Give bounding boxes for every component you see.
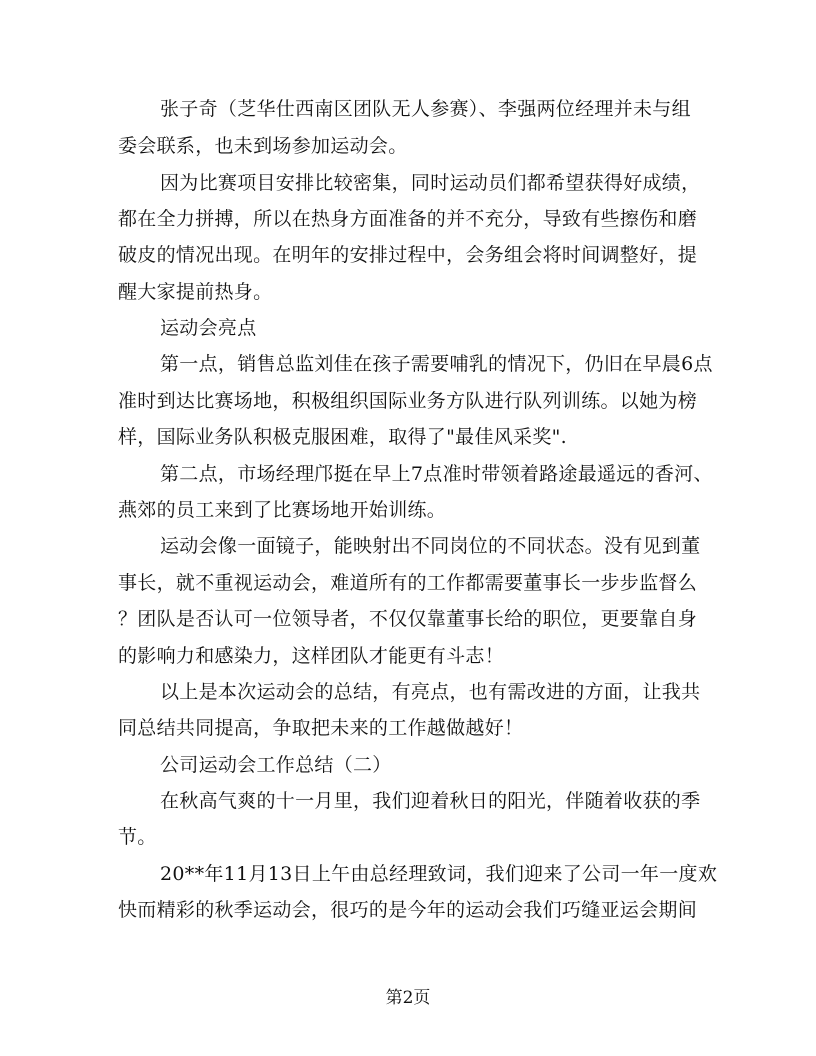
paragraph-line: 燕郊的员工来到了比赛场地开始训练。 bbox=[118, 499, 447, 521]
paragraph-line: 20**年11月13日上午由总经理致词，我们迎来了公司一年一度欢 bbox=[160, 863, 718, 885]
paragraph-line: 委会联系，也未到场参加运动会。 bbox=[118, 135, 408, 157]
paragraph-line: 准时到达比赛场地，积极组织国际业务方队进行队列训练。以她为榜 bbox=[118, 390, 698, 412]
paragraph-line: 第一点，销售总监刘佳在孩子需要哺乳的情况下，仍旧在早晨6点 bbox=[160, 353, 713, 375]
paragraph-line: 在秋高气爽的十一月里，我们迎着秋日的阳光，伴随着收获的季 bbox=[160, 790, 701, 812]
paragraph-line: 事长，就不重视运动会，难道所有的工作都需要董事长一步步监督么 bbox=[118, 572, 698, 594]
paragraph-line: 醒大家提前热身。 bbox=[118, 281, 273, 303]
paragraph-line: 张子奇（芝华仕西南区团队无人参赛）、李强两位经理并未与组 bbox=[160, 98, 691, 120]
paragraph-line: 的影响力和感染力，这样团队才能更有斗志！ bbox=[118, 645, 505, 667]
paragraph-line: 节。 bbox=[118, 826, 157, 848]
paragraph-line: 运动会像一面镜子，能映射出不同岗位的不同状态。没有见到董 bbox=[160, 535, 701, 557]
paragraph-line: 因为比赛项目安排比较密集，同时运动员们都希望获得好成绩， bbox=[160, 172, 701, 194]
paragraph-line: 以上是本次运动会的总结，有亮点，也有需改进的方面，让我共 bbox=[160, 681, 701, 703]
paragraph-line: 同总结共同提高，争取把未来的工作越做越好！ bbox=[118, 717, 524, 739]
paragraph-line: ？团队是否认可一位领导者，不仅仅靠董事长给的职位，更要靠自身 bbox=[118, 608, 698, 630]
paragraph-line: 样，国际业务队积极克服困难，取得了"最佳风采奖". bbox=[118, 426, 568, 448]
paragraph-line: 都在全力拼搏，所以在热身方面准备的并不充分，导致有些擦伤和磨 bbox=[118, 208, 698, 230]
page-number: 第2页 bbox=[385, 988, 431, 1008]
paragraph-line: 快而精彩的秋季运动会，很巧的是今年的运动会我们巧缝亚运会期间 bbox=[118, 899, 698, 921]
paragraph-line: 破皮的情况出现。在明年的安排过程中，会务组会将时间调整好，提 bbox=[118, 244, 698, 266]
paragraph-line: 第二点，市场经理邝挺在早上7点准时带领着路途最遥远的香河、 bbox=[160, 463, 713, 485]
section-heading: 公司运动会工作总结（二） bbox=[160, 754, 392, 776]
section-heading: 运动会亮点 bbox=[160, 317, 257, 339]
